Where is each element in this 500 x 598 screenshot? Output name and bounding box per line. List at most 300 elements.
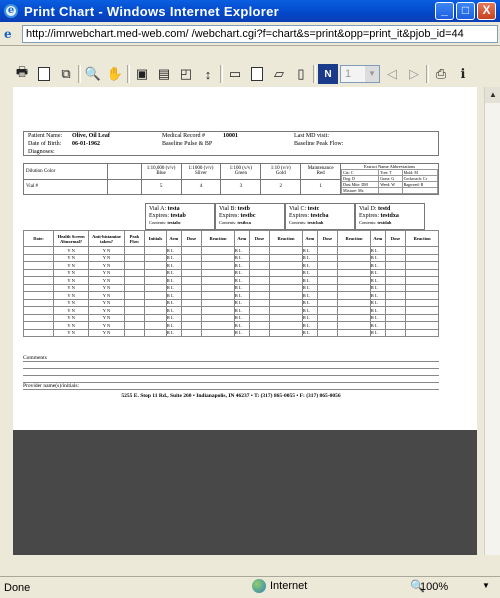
arm-cell: R L — [370, 269, 385, 277]
grid-cell — [202, 314, 235, 322]
arm-cell: R L — [370, 322, 385, 330]
arm-cell: R L — [166, 247, 181, 255]
maximize-button[interactable]: □ — [456, 2, 475, 20]
grid-cell — [202, 292, 235, 300]
comment-line — [23, 362, 439, 369]
grid-cell — [317, 254, 337, 262]
abbr-title: Extract Name Abbreviations — [363, 164, 416, 169]
grid-cell — [145, 292, 167, 300]
grid-row — [24, 247, 439, 255]
printed-page — [13, 87, 477, 430]
grid-header: Reaction — [406, 231, 439, 247]
arm-cell: R L — [234, 277, 249, 285]
arm-cell: R L — [370, 254, 385, 262]
grid-cell — [181, 262, 201, 270]
grid-cell — [270, 322, 303, 330]
arm-cell: R L — [302, 262, 317, 270]
arm-cell: R L — [234, 299, 249, 307]
grid-cell — [124, 292, 144, 300]
yes-no-cell: Y N — [89, 277, 124, 285]
grid-cell — [406, 307, 439, 315]
patient-name-label: Patient Name: — [28, 133, 63, 139]
close-button[interactable]: X — [477, 2, 496, 20]
arm-cell: R L — [234, 254, 249, 262]
grid-cell — [124, 322, 144, 330]
grid-row — [24, 292, 439, 300]
arm-cell: R L — [234, 269, 249, 277]
vial-box: Vial B: testb Expires: testbc Contents: testbca — [215, 203, 285, 230]
dilution-blank — [107, 164, 141, 180]
patient-name: Olive, Oil Leaf — [72, 133, 110, 139]
arm-cell: R L — [166, 254, 181, 262]
grid-cell — [317, 284, 337, 292]
yes-no-cell: Y N — [53, 299, 88, 307]
grid-cell — [24, 292, 54, 300]
chart-document — [23, 131, 439, 399]
yes-no-cell: Y N — [53, 262, 88, 270]
diagnoses-label: Diagnoses: — [28, 149, 55, 155]
prev-page-icon[interactable]: ◁ — [387, 66, 397, 81]
grid-cell — [317, 307, 337, 315]
yes-no-cell: Y N — [89, 269, 124, 277]
grid-cell — [338, 254, 371, 262]
grid-cell — [202, 322, 235, 330]
text-mode-icon[interactable]: N — [318, 64, 338, 84]
vial-number: 1 — [301, 179, 341, 195]
dob-label: Date of Birth: — [28, 141, 62, 147]
globe-icon — [252, 579, 266, 593]
grid-cell — [249, 254, 269, 262]
abbr-table: Cat: C Tree: T Mold: M Dog: D Grass: G Cockroach: Cr Dust Mite: DM Weed: W Ragweed: R Mixture: Mx — [341, 169, 438, 194]
grid-cell — [385, 314, 405, 322]
minimize-button[interactable]: _ — [435, 2, 454, 20]
arm-cell: R L — [166, 322, 181, 330]
next-page-icon[interactable]: ▷ — [409, 66, 419, 81]
grid-cell — [24, 269, 54, 277]
grid-cell — [181, 269, 201, 277]
url-field[interactable]: http://imrwebchart.med-web.com/ /webchart.cgi?f=chart&s=print&opp=print_it&pjob_id=44 — [22, 25, 498, 43]
grid-cell — [202, 329, 235, 337]
grid-cell — [385, 322, 405, 330]
vial-box: Vial D: testd Expires: testdxa Contents: testdab — [355, 203, 425, 230]
footer-address: 5255 E. Stop 11 Rd., Suite 260 • Indianapolis, IN 46237 • T: (317) 865-0055 • F: (317) 865-0056 — [121, 393, 341, 399]
comment-line — [23, 369, 439, 376]
arm-cell: R L — [302, 284, 317, 292]
page-select[interactable] — [340, 65, 380, 83]
grid-cell — [124, 329, 144, 337]
grid-cell — [202, 307, 235, 315]
arm-cell: R L — [166, 277, 181, 285]
grid-header: Arm — [370, 231, 385, 247]
help-icon[interactable]: ℹ — [460, 66, 466, 81]
grid-cell — [249, 262, 269, 270]
grid-cell — [317, 314, 337, 322]
grid-cell — [181, 329, 201, 337]
grid-cell — [181, 314, 201, 322]
grid-header: Date: — [24, 231, 54, 247]
grid-cell — [202, 262, 235, 270]
yes-no-cell: Y N — [53, 329, 88, 337]
toolbar-separator — [426, 65, 429, 83]
grid-cell — [249, 329, 269, 337]
grid-cell — [270, 292, 303, 300]
yes-no-cell: Y N — [53, 322, 88, 330]
arm-cell: R L — [302, 254, 317, 262]
yes-no-cell: Y N — [53, 307, 88, 315]
arm-cell: R L — [234, 262, 249, 270]
grid-cell — [145, 314, 167, 322]
security-zone — [252, 579, 307, 593]
grid-cell — [145, 307, 167, 315]
yes-no-cell: Y N — [89, 292, 124, 300]
dilution-blank — [107, 179, 141, 195]
grid-cell — [270, 314, 303, 322]
yes-no-cell: Y N — [89, 314, 124, 322]
zoom-icon[interactable]: 🔍 — [410, 579, 425, 593]
grid-cell — [406, 284, 439, 292]
grid-cell — [338, 292, 371, 300]
zoom-icon[interactable]: 🔍 — [84, 66, 102, 81]
grid-row — [24, 254, 439, 262]
grid-cell — [338, 307, 371, 315]
grid-cell — [249, 277, 269, 285]
grid-cell — [385, 247, 405, 255]
arm-cell: R L — [234, 292, 249, 300]
vial-number: 3 — [221, 179, 261, 195]
grid-cell — [406, 292, 439, 300]
grid-cell — [338, 299, 371, 307]
grid-cell — [249, 314, 269, 322]
grid-cell — [145, 254, 167, 262]
grid-row — [24, 307, 439, 315]
grid-cell — [338, 247, 371, 255]
grid-cell — [202, 247, 235, 255]
arm-cell: R L — [302, 299, 317, 307]
arm-cell: R L — [302, 314, 317, 322]
grid-cell — [249, 299, 269, 307]
grid-cell — [317, 262, 337, 270]
yes-no-cell: Y N — [89, 307, 124, 315]
arm-cell: R L — [166, 292, 181, 300]
grid-cell — [317, 329, 337, 337]
grid-cell — [338, 329, 371, 337]
print-viewer[interactable] — [13, 87, 477, 555]
margins-icon[interactable]: ◰ — [179, 66, 193, 81]
arm-cell: R L — [302, 307, 317, 315]
grid-cell — [385, 284, 405, 292]
arm-cell: R L — [370, 262, 385, 270]
yes-no-cell: Y N — [53, 254, 88, 262]
vial-number: 2 — [261, 179, 301, 195]
window-title: Print Chart - Windows Internet Explorer — [24, 3, 279, 19]
grid-cell — [270, 284, 303, 292]
grid-cell — [24, 307, 54, 315]
baseline-label: Baseline Pulse & BP — [162, 141, 213, 147]
grid-cell — [181, 299, 201, 307]
arm-cell: R L — [302, 247, 317, 255]
grid-header: Reaction — [202, 231, 235, 247]
copy-icon[interactable]: ⧉ — [61, 66, 71, 81]
zoom-level[interactable]: 100% — [420, 581, 449, 593]
comment-line — [23, 376, 439, 383]
grid-cell — [385, 269, 405, 277]
page-select-value: 1 — [345, 68, 352, 80]
arm-cell: R L — [370, 329, 385, 337]
grid-cell — [249, 269, 269, 277]
yes-no-cell: Y N — [89, 322, 124, 330]
ie-logo-icon: e — [4, 4, 18, 18]
grid-cell — [406, 277, 439, 285]
yes-no-cell: Y N — [53, 269, 88, 277]
arm-cell: R L — [166, 314, 181, 322]
grid-cell — [145, 277, 167, 285]
grid-cell — [406, 254, 439, 262]
grid-cell — [385, 277, 405, 285]
grid-cell — [338, 262, 371, 270]
arm-cell: R L — [166, 269, 181, 277]
grid-cell — [24, 299, 54, 307]
grid-row — [24, 284, 439, 292]
grid-cell — [385, 292, 405, 300]
vials-row — [145, 203, 425, 230]
scroll-up-icon[interactable]: ▲ — [485, 87, 500, 103]
fit-page-icon[interactable]: ▣ — [135, 66, 149, 81]
yes-no-cell: Y N — [89, 299, 124, 307]
grid-cell — [270, 247, 303, 255]
grid-cell — [338, 284, 371, 292]
grid-cell — [317, 269, 337, 277]
grid-cell — [202, 254, 235, 262]
dilution-ratio: 1:1000 (v/v) Silver — [181, 164, 221, 180]
grid-row — [24, 277, 439, 285]
vial-number: 4 — [181, 179, 221, 195]
grid-cell — [338, 314, 371, 322]
grid-cell — [181, 292, 201, 300]
arm-cell: R L — [234, 247, 249, 255]
dilution-table — [23, 163, 439, 195]
grid-cell — [270, 329, 303, 337]
grid-header: Dose — [317, 231, 337, 247]
grid-cell — [270, 277, 303, 285]
grid-header: Arm — [234, 231, 249, 247]
grid-cell — [124, 284, 144, 292]
patient-info-box — [23, 131, 439, 156]
grid-cell — [124, 269, 144, 277]
grid-header: Reaction — [270, 231, 303, 247]
grid-cell — [406, 299, 439, 307]
address-bar — [0, 22, 500, 46]
grid-cell — [124, 262, 144, 270]
grid-cell — [249, 247, 269, 255]
dilution-ratio: Maintenance Red — [301, 164, 341, 180]
grid-cell — [24, 254, 54, 262]
arm-cell: R L — [234, 314, 249, 322]
zone-label: Internet — [270, 580, 308, 592]
page-layout-icon[interactable]: ▱ — [274, 66, 284, 81]
yes-no-cell: Y N — [89, 247, 124, 255]
grid-cell — [338, 269, 371, 277]
grid-cell — [24, 247, 54, 255]
grid-cell — [24, 284, 54, 292]
toolbar-separator — [220, 65, 223, 83]
grid-cell — [181, 284, 201, 292]
arm-cell: R L — [166, 299, 181, 307]
grid-cell — [181, 254, 201, 262]
grid-cell — [124, 247, 144, 255]
dilution-ratio: 1:100 (v/v) Green — [221, 164, 261, 180]
vial-box: Vial A: testa Expires: testab Contents: testabc — [145, 203, 215, 230]
grid-row — [24, 314, 439, 322]
arm-cell: R L — [370, 292, 385, 300]
print-icon-2[interactable]: ⎙ — [435, 66, 447, 81]
vial-number-label: Vial # — [24, 179, 108, 195]
grid-cell — [24, 322, 54, 330]
grid-cell — [270, 269, 303, 277]
grid-cell — [24, 314, 54, 322]
grid-header: Reaction — [338, 231, 371, 247]
grid-cell — [145, 247, 167, 255]
arm-cell: R L — [166, 307, 181, 315]
grid-cell — [317, 292, 337, 300]
hand-icon[interactable]: ✋ — [106, 66, 124, 81]
grid-cell — [317, 322, 337, 330]
yes-no-cell: Y N — [53, 247, 88, 255]
grid-cell — [124, 314, 144, 322]
status-bar — [0, 576, 500, 598]
grid-cell — [338, 322, 371, 330]
grid-cell — [406, 262, 439, 270]
grid-cell — [406, 269, 439, 277]
grid-cell — [317, 277, 337, 285]
yes-no-cell: Y N — [53, 292, 88, 300]
mr-value: 10001 — [223, 133, 238, 139]
grid-row — [24, 329, 439, 337]
toolbar-separator — [78, 65, 81, 83]
yes-no-cell: Y N — [89, 262, 124, 270]
grid-header: Peak Flow — [124, 231, 144, 247]
arm-cell: R L — [302, 277, 317, 285]
title-bar — [0, 0, 500, 22]
last-md-label: Last MD visit: — [294, 133, 330, 139]
grid-cell — [181, 322, 201, 330]
grid-cell — [385, 299, 405, 307]
dilution-label: Dilution Color — [24, 164, 108, 180]
arm-cell: R L — [370, 314, 385, 322]
vial-box: Vial C: testc Expires: testcba Contents: testcbab — [285, 203, 355, 230]
status-text: Done — [4, 581, 31, 594]
grid-cell — [124, 254, 144, 262]
grid-cell — [145, 284, 167, 292]
grid-cell — [385, 329, 405, 337]
arm-cell: R L — [370, 277, 385, 285]
grid-row — [24, 262, 439, 270]
grid-cell — [145, 299, 167, 307]
grid-cell — [385, 307, 405, 315]
grid-cell — [270, 262, 303, 270]
arm-cell: R L — [166, 262, 181, 270]
grid-header: Dose — [181, 231, 201, 247]
grid-header: Dose — [249, 231, 269, 247]
arm-cell: R L — [302, 269, 317, 277]
dob: 06-01-1962 — [72, 141, 100, 147]
grid-header: Anti-histamine taken? — [89, 231, 124, 247]
grid-cell — [249, 322, 269, 330]
dilution-ratio: 1:10 (v/v) Gold — [261, 164, 301, 180]
grid-cell — [317, 299, 337, 307]
grid-cell — [249, 284, 269, 292]
arm-cell: R L — [302, 322, 317, 330]
grid-row — [24, 269, 439, 277]
grid-cell — [406, 329, 439, 337]
print-preview-toolbar — [0, 47, 500, 87]
portrait-icon[interactable] — [247, 64, 267, 84]
print-icon[interactable]: 🖶 — [15, 64, 29, 79]
injection-grid — [23, 230, 439, 337]
chevron-down-icon[interactable]: ▼ — [482, 581, 490, 590]
grid-cell — [24, 277, 54, 285]
landscape-icon[interactable]: ▭ — [228, 66, 242, 81]
arm-cell: R L — [370, 299, 385, 307]
yes-no-cell: Y N — [89, 254, 124, 262]
arm-cell: R L — [370, 247, 385, 255]
arm-cell: R L — [302, 292, 317, 300]
abbreviations-box — [341, 164, 439, 195]
grid-cell — [406, 322, 439, 330]
vertical-scrollbar[interactable] — [484, 87, 500, 555]
comments-label: Comments — [23, 355, 439, 362]
toolbar-separator — [127, 65, 130, 83]
grid-cell — [145, 329, 167, 337]
grid-cell — [317, 247, 337, 255]
yes-no-cell: Y N — [53, 284, 88, 292]
page-icon: e — [4, 26, 12, 41]
grid-cell — [202, 277, 235, 285]
page-setup-icon[interactable] — [34, 64, 54, 84]
arm-cell: R L — [370, 307, 385, 315]
grid-cell — [181, 307, 201, 315]
fit-width-icon[interactable]: ▤ — [157, 66, 171, 81]
scroll-icon[interactable]: ↕ — [204, 66, 212, 82]
yes-no-cell: Y N — [53, 314, 88, 322]
arm-cell: R L — [302, 329, 317, 337]
grid-cell — [270, 299, 303, 307]
arm-cell: R L — [166, 329, 181, 337]
single-page-icon[interactable]: ▯ — [297, 66, 305, 81]
grid-cell — [249, 292, 269, 300]
grid-header: Initials — [145, 231, 167, 247]
grid-cell — [202, 284, 235, 292]
grid-cell — [24, 329, 54, 337]
grid-cell — [406, 247, 439, 255]
grid-cell — [249, 307, 269, 315]
arm-cell: R L — [234, 322, 249, 330]
mr-label: Medical Record # — [162, 133, 205, 139]
arm-cell: R L — [370, 284, 385, 292]
grid-header: Arm — [166, 231, 181, 247]
toolbar-separator — [313, 65, 316, 83]
grid-cell — [202, 299, 235, 307]
comments-section — [23, 355, 439, 390]
arm-cell: R L — [234, 329, 249, 337]
grid-cell — [181, 277, 201, 285]
grid-cell — [24, 262, 54, 270]
grid-cell — [145, 262, 167, 270]
peak-flow-label: Baseline Peak Flow: — [294, 141, 344, 147]
grid-cell — [181, 247, 201, 255]
vial-number: 5 — [141, 179, 181, 195]
grid-cell — [385, 262, 405, 270]
grid-cell — [338, 277, 371, 285]
